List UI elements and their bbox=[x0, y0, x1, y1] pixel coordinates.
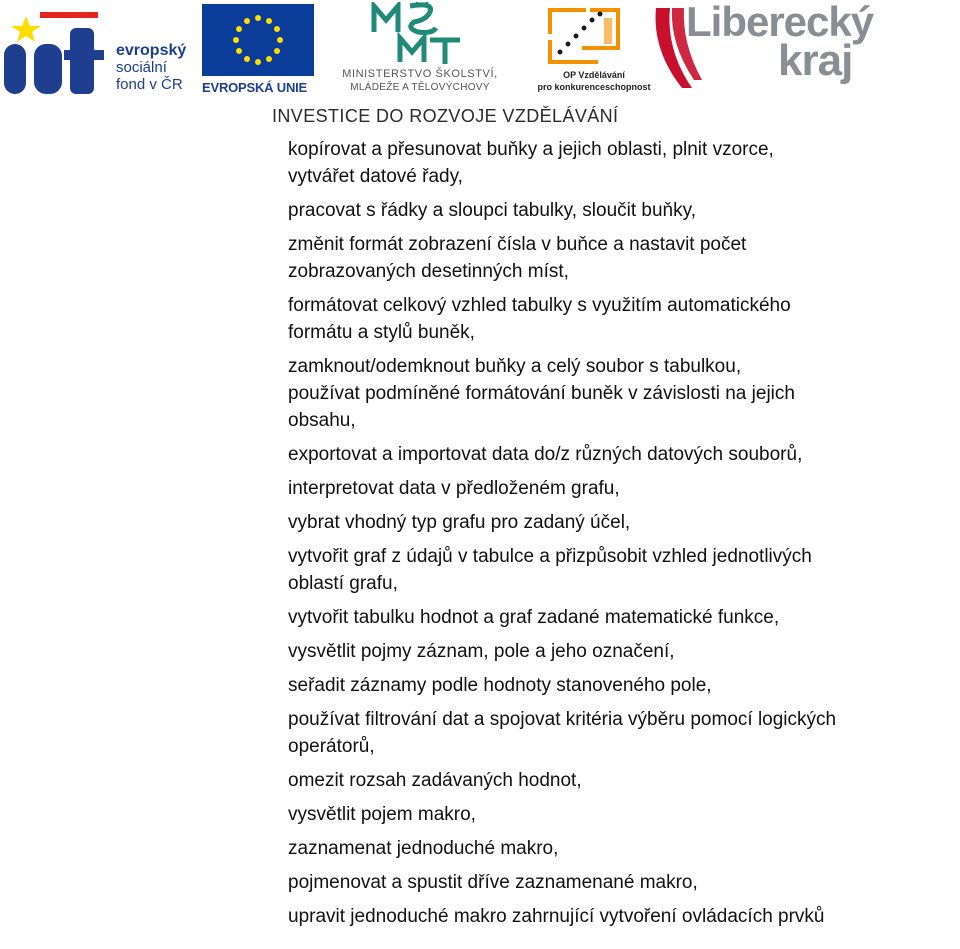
logo-bar bbox=[0, 0, 960, 130]
list-item-line: používat podmíněné formátování buněk v závislosti na jejich bbox=[288, 383, 795, 404]
list-item-line: exportovat a importovat data do/z různých datových souborů, bbox=[288, 444, 803, 465]
msmt-monogram-icon bbox=[370, 2, 470, 66]
list-item bbox=[288, 835, 960, 862]
list-item bbox=[288, 231, 960, 285]
list-item bbox=[288, 197, 960, 224]
list-item-line: zaznamenat jednoduché makro, bbox=[288, 838, 559, 859]
eu-label: EVROPSKÁ UNIE bbox=[202, 80, 308, 95]
esf-logo bbox=[4, 2, 194, 96]
list-item-line: interpretovat data v předloženém grafu, bbox=[288, 478, 620, 499]
list-item bbox=[288, 672, 960, 699]
list-item bbox=[288, 543, 960, 597]
list-item-line: formátu a stylů buněk, bbox=[288, 322, 475, 343]
list-item-line: pracovat s řádky a sloupci tabulky, sloučit buňky, bbox=[288, 200, 696, 221]
list-item-line: kopírovat a přesunovat buňky a jejich oblasti, plnit vzorce, bbox=[288, 139, 774, 160]
liberecky-line2: kraj bbox=[778, 36, 853, 85]
esf-text bbox=[116, 42, 186, 93]
list-item-line: zobrazovaných desetinných míst, bbox=[288, 261, 569, 282]
liberecky-line1: Liberecký bbox=[686, 0, 874, 45]
list-item bbox=[288, 706, 960, 760]
msmt-line2: MLÁDEŽE A TĚLOVÝCHOVY bbox=[350, 82, 490, 93]
list-item-line: vytvářet datové řady, bbox=[288, 166, 463, 187]
list-item-line: formátovat celkový vzhled tabulky s využitím automatického bbox=[288, 295, 791, 316]
msmt-line1: MINISTERSTVO ŠKOLSTVÍ, bbox=[342, 68, 498, 80]
list-item bbox=[288, 801, 960, 828]
op-text bbox=[534, 69, 654, 93]
esf-line1: evropský bbox=[116, 42, 187, 59]
op-line2: pro konkurenceschopnost bbox=[537, 82, 651, 92]
learning-outcomes-list bbox=[288, 136, 960, 930]
list-item bbox=[288, 604, 960, 631]
list-item-line: seřadit záznamy podle hodnoty stanoveného pole, bbox=[288, 675, 712, 696]
list-item-line: upravit jednoduché makro zahrnující vytvoření ovládacích prvků bbox=[288, 906, 825, 927]
esf-line3: fond v ČR bbox=[116, 76, 183, 93]
list-item-line: pojmenovat a spustit dříve zaznamenané makro, bbox=[288, 872, 698, 893]
list-item-line: zamknout/odemknout buňky a celý soubor s tabulkou, bbox=[288, 356, 742, 377]
op-line1: OP Vzdělávání bbox=[563, 70, 625, 80]
eu-logo bbox=[202, 4, 314, 98]
list-item bbox=[288, 292, 960, 346]
msmt-logo bbox=[320, 0, 520, 100]
list-item-line: vysvětlit pojem makro, bbox=[288, 804, 476, 825]
list-item bbox=[288, 509, 960, 536]
list-item bbox=[288, 475, 960, 502]
esf-line2: sociální bbox=[116, 59, 167, 76]
list-item bbox=[288, 441, 960, 468]
list-item-line: vytvořit graf z údajů v tabulce a přizpůsobit vzhled jednotlivých bbox=[288, 546, 812, 567]
liberecky-kraj-logo bbox=[652, 0, 892, 100]
list-item-line: vytvořit tabulku hodnot a graf zadané matematické funkce, bbox=[288, 607, 780, 628]
list-item-line: vybrat vhodný typ grafu pro zadaný účel, bbox=[288, 512, 631, 533]
list-item-line: změnit formát zobrazení čísla v buňce a nastavit počet bbox=[288, 234, 747, 255]
list-item-line: operátorů, bbox=[288, 736, 375, 757]
list-item-line: vysvětlit pojmy záznam, pole a jeho označení, bbox=[288, 641, 675, 662]
list-item-line: omezit rozsah zadávaných hodnot, bbox=[288, 770, 582, 791]
list-item bbox=[288, 136, 960, 190]
tagline: INVESTICE DO ROZVOJE VZDĚLÁVÁNÍ bbox=[272, 106, 619, 126]
list-item-line: obsahu, bbox=[288, 410, 356, 431]
op-mark-icon bbox=[546, 4, 630, 68]
list-item bbox=[288, 353, 960, 434]
list-item bbox=[288, 767, 960, 794]
list-item-line: používat filtrování dat a spojovat kritéria výběru pomocí logických bbox=[288, 709, 837, 730]
esf-mark-icon bbox=[4, 2, 114, 96]
list-item bbox=[288, 869, 960, 896]
list-item bbox=[288, 638, 960, 665]
list-item bbox=[288, 903, 960, 930]
list-item-line: oblastí grafu, bbox=[288, 573, 398, 594]
eu-flag-icon bbox=[202, 4, 314, 76]
op-logo bbox=[537, 0, 651, 100]
